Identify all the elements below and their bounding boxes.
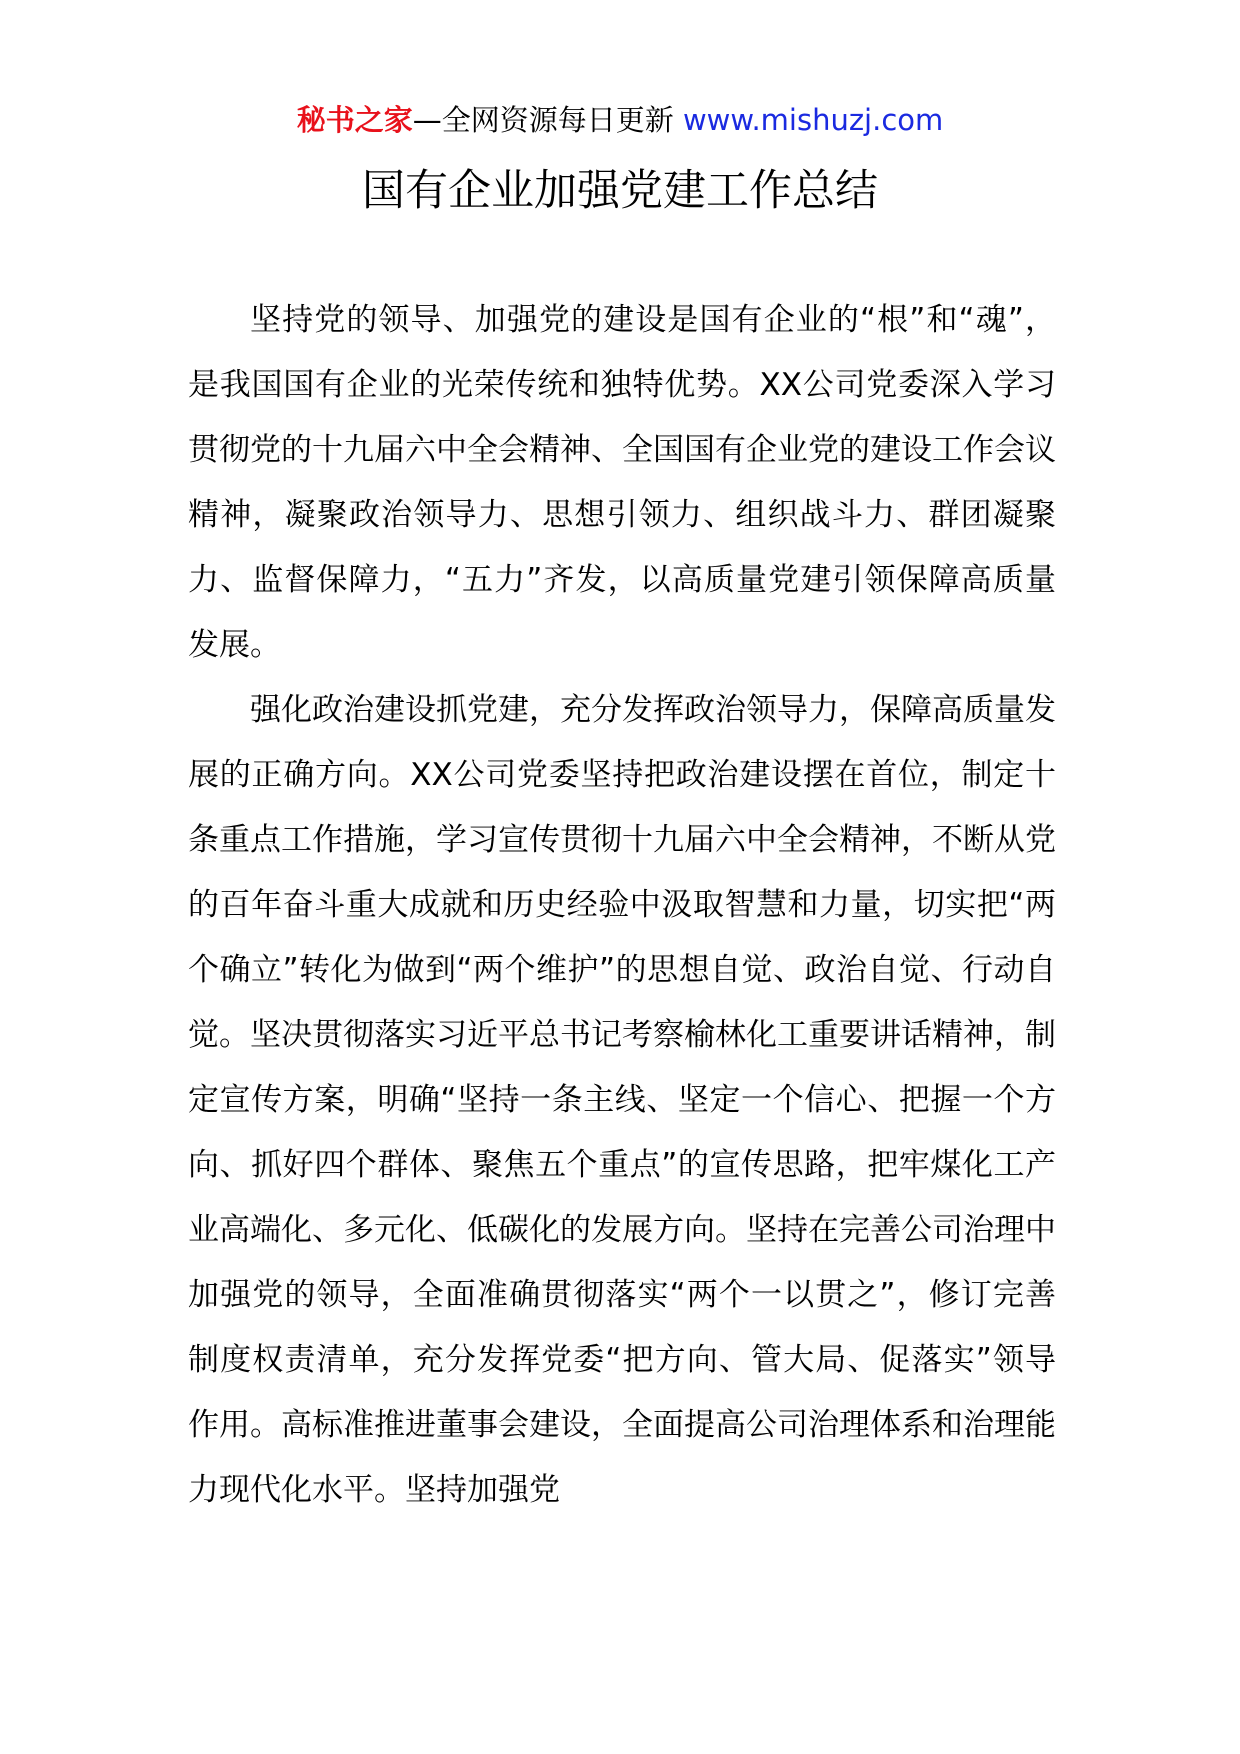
- paragraph-intro: 坚持党的领导、加强党的建设是国有企业的“根”和“魂”，是我国国有企业的光荣传统和独特优势。XX公司党委深入学习贯彻党的十九届六中全会精神、全国国有企业党的建设工作会议精神，凝聚政治领导力、思想引领力、组织战斗力、群团凝聚力、监督保障力，“五力”齐发，以高质量党建引领保障高质量发展。: [188, 302, 1056, 663]
- document-title: 国有企业加强党建工作总结: [362, 166, 878, 216]
- site-url-link[interactable]: www.mishuzj.com: [682, 103, 944, 137]
- site-header: [0, 100, 1240, 140]
- site-brand: 秘书之家: [296, 103, 413, 137]
- document-body: [188, 288, 1056, 1523]
- paragraph-political-building: 强化政治建设抓党建，充分发挥政治领导力，保障高质量发展的正确方向。XX公司党委坚持把政治建设摆在首位，制定十条重点工作措施，学习宣传贯彻十九届六中全会精神，不断从党的百年奋斗重大成就和历史经验中汲取智慧和力量，切实把“两个确立”转化为做到“两个维护”的思想自觉、政治自觉、行动自觉。坚决贯彻落实习近平总书记考察榆林化工重要讲话精神，制定宣传方案，明确“坚持一条主线、坚定一个信心、把握一个方向、抓好四个群体、聚焦五个重点”的宣传思路，把牢煤化工产业高端化、多元化、低碳化的发展方向。坚持在完善公司治理中加强党的领导，全面准确贯彻落实“两个一以贯之”，修订完善制度权责清单，充分发挥党委“把方向、管大局、促落实”领导作用。高标准推进董事会建设，全面提高公司治理体系和治理能力现代化水平。坚持加强党: [188, 692, 1056, 1508]
- site-tagline: —全网资源每日更新: [412, 103, 674, 137]
